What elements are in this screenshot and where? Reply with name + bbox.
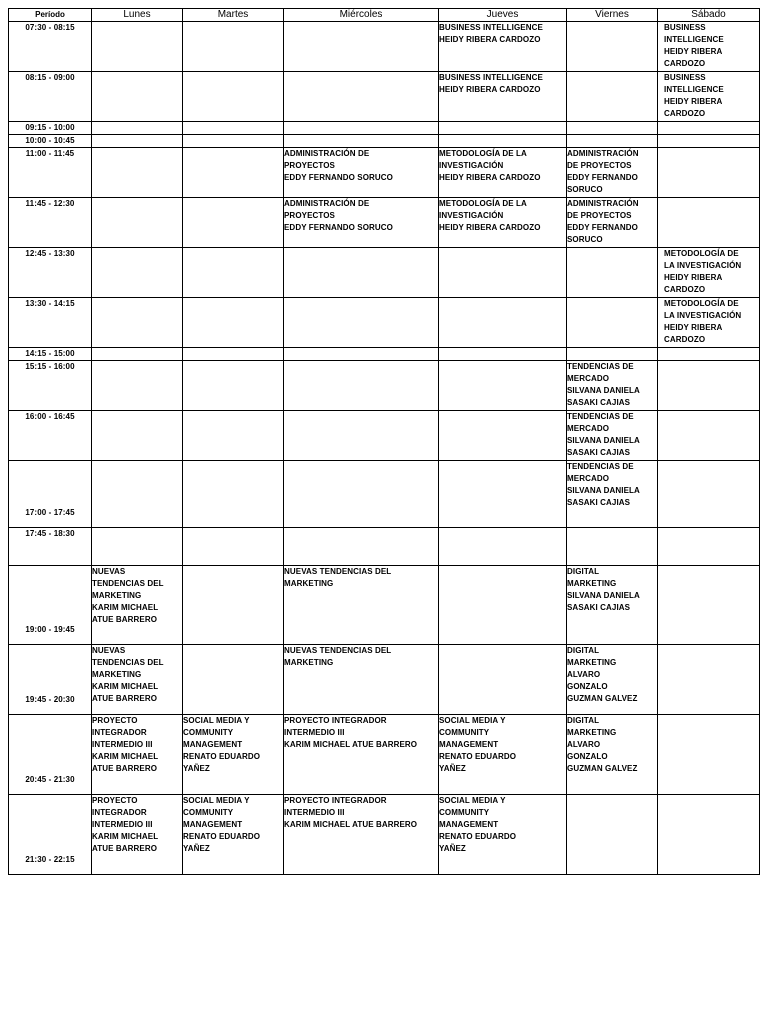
schedule-body [9, 22, 760, 875]
header-jueves: Jueves [439, 9, 567, 22]
period-cell: 07:30 - 08:15 [9, 22, 92, 72]
class-cell-sabado [658, 715, 760, 795]
period-cell: 16:00 - 16:45 [9, 411, 92, 461]
table-row [9, 198, 760, 248]
period-cell: 20:45 - 21:30 [9, 715, 92, 795]
class-cell-jueves: METODOLOGÍA DE LA INVESTIGACIÓN HEIDY RIBERA CARDOZO [439, 148, 567, 198]
class-cell-martes [183, 645, 284, 715]
class-cell-sabado [658, 135, 760, 148]
class-cell-sabado [658, 122, 760, 135]
period-cell: 10:00 - 10:45 [9, 135, 92, 148]
period-cell: 14:15 - 15:00 [9, 348, 92, 361]
class-cell-sabado [658, 148, 760, 198]
table-row [9, 348, 760, 361]
period-cell: 17:45 - 18:30 [9, 528, 92, 566]
class-cell-lunes [92, 135, 183, 148]
header-miercoles: Miércoles [284, 9, 439, 22]
period-cell: 19:00 - 19:45 [9, 566, 92, 645]
class-cell-sabado [658, 645, 760, 715]
class-cell-miercoles: NUEVAS TENDENCIAS DEL MARKETING [284, 566, 439, 645]
class-cell-jueves: METODOLOGÍA DE LA INVESTIGACIÓN HEIDY RIBERA CARDOZO [439, 198, 567, 248]
class-cell-lunes [92, 411, 183, 461]
class-cell-martes [183, 528, 284, 566]
class-cell-miercoles [284, 72, 439, 122]
class-cell-lunes [92, 361, 183, 411]
period-cell: 08:15 - 09:00 [9, 72, 92, 122]
class-cell-sabado [658, 461, 760, 528]
period-cell: 21:30 - 22:15 [9, 795, 92, 875]
table-row [9, 148, 760, 198]
period-cell: 12:45 - 13:30 [9, 248, 92, 298]
period-cell: 19:45 - 20:30 [9, 645, 92, 715]
class-cell-lunes: NUEVAS TENDENCIAS DEL MARKETING KARIM MICHAEL ATUE BARRERO [92, 645, 183, 715]
class-cell-jueves: SOCIAL MEDIA Y COMMUNITY MANAGEMENT RENATO EDUARDO YAÑEZ [439, 715, 567, 795]
class-cell-jueves: BUSINESS INTELLIGENCE HEIDY RIBERA CARDOZO [439, 72, 567, 122]
class-cell-martes [183, 361, 284, 411]
class-cell-sabado [658, 348, 760, 361]
class-cell-miercoles [284, 461, 439, 528]
class-cell-martes [183, 566, 284, 645]
class-cell-sabado [658, 411, 760, 461]
class-cell-sabado: BUSINESS INTELLIGENCE HEIDY RIBERA CARDOZO [658, 22, 760, 72]
class-cell-jueves: SOCIAL MEDIA Y COMMUNITY MANAGEMENT RENATO EDUARDO YAÑEZ [439, 795, 567, 875]
class-cell-jueves [439, 528, 567, 566]
class-cell-martes [183, 198, 284, 248]
header-viernes: Viernes [567, 9, 658, 22]
class-cell-martes [183, 135, 284, 148]
class-cell-viernes: DIGITAL MARKETING SILVANA DANIELA SASAKI CAJIAS [567, 566, 658, 645]
class-cell-jueves [439, 135, 567, 148]
class-cell-viernes [567, 348, 658, 361]
table-row [9, 72, 760, 122]
class-cell-sabado [658, 361, 760, 411]
class-cell-viernes [567, 248, 658, 298]
class-cell-miercoles: ADMINISTRACIÓN DE PROYECTOS EDDY FERNANDO SORUCO [284, 198, 439, 248]
header-periodo: Período [9, 9, 92, 22]
table-row [9, 715, 760, 795]
table-row [9, 298, 760, 348]
class-cell-jueves [439, 411, 567, 461]
table-row [9, 248, 760, 298]
class-cell-sabado: METODOLOGÍA DE LA INVESTIGACIÓN HEIDY RIBERA CARDOZO [658, 248, 760, 298]
period-cell: 11:00 - 11:45 [9, 148, 92, 198]
table-row [9, 135, 760, 148]
table-row [9, 411, 760, 461]
class-cell-sabado: METODOLOGÍA DE LA INVESTIGACIÓN HEIDY RIBERA CARDOZO [658, 298, 760, 348]
period-cell: 15:15 - 16:00 [9, 361, 92, 411]
class-cell-lunes [92, 248, 183, 298]
table-row [9, 795, 760, 875]
table-row [9, 566, 760, 645]
class-cell-martes [183, 298, 284, 348]
class-cell-viernes: ADMINISTRACIÓN DE PROYECTOS EDDY FERNANDO SORUCO [567, 148, 658, 198]
header-row [9, 9, 760, 22]
class-cell-sabado: BUSINESS INTELLIGENCE HEIDY RIBERA CARDOZO [658, 72, 760, 122]
class-cell-viernes [567, 22, 658, 72]
class-cell-miercoles: PROYECTO INTEGRADOR INTERMEDIO III KARIM MICHAEL ATUE BARRERO [284, 715, 439, 795]
class-cell-jueves [439, 361, 567, 411]
class-cell-lunes [92, 528, 183, 566]
class-cell-martes [183, 248, 284, 298]
class-cell-sabado [658, 198, 760, 248]
class-cell-viernes: DIGITAL MARKETING ALVARO GONZALO GUZMAN GALVEZ [567, 715, 658, 795]
class-cell-viernes: TENDENCIAS DE MERCADO SILVANA DANIELA SASAKI CAJIAS [567, 461, 658, 528]
class-cell-jueves [439, 298, 567, 348]
table-row [9, 528, 760, 566]
period-cell: 17:00 - 17:45 [9, 461, 92, 528]
class-cell-jueves [439, 566, 567, 645]
class-cell-jueves [439, 248, 567, 298]
period-cell: 11:45 - 12:30 [9, 198, 92, 248]
class-cell-martes [183, 122, 284, 135]
schedule-table [8, 8, 760, 875]
table-row [9, 22, 760, 72]
class-cell-miercoles [284, 298, 439, 348]
class-cell-miercoles [284, 348, 439, 361]
period-cell: 09:15 - 10:00 [9, 122, 92, 135]
class-cell-miercoles: NUEVAS TENDENCIAS DEL MARKETING [284, 645, 439, 715]
class-cell-lunes [92, 72, 183, 122]
class-cell-miercoles [284, 248, 439, 298]
class-cell-lunes [92, 348, 183, 361]
class-cell-miercoles [284, 122, 439, 135]
period-cell: 13:30 - 14:15 [9, 298, 92, 348]
class-cell-miercoles [284, 361, 439, 411]
header-lunes: Lunes [92, 9, 183, 22]
class-cell-viernes: TENDENCIAS DE MERCADO SILVANA DANIELA SASAKI CAJIAS [567, 411, 658, 461]
class-cell-viernes [567, 122, 658, 135]
class-cell-viernes: ADMINISTRACIÓN DE PROYECTOS EDDY FERNANDO SORUCO [567, 198, 658, 248]
class-cell-jueves [439, 122, 567, 135]
class-cell-miercoles [284, 22, 439, 72]
class-cell-miercoles [284, 528, 439, 566]
class-cell-lunes: NUEVAS TENDENCIAS DEL MARKETING KARIM MICHAEL ATUE BARRERO [92, 566, 183, 645]
class-cell-martes [183, 22, 284, 72]
table-row [9, 361, 760, 411]
schedule-header [9, 9, 760, 22]
class-cell-sabado [658, 795, 760, 875]
class-cell-martes [183, 461, 284, 528]
class-cell-jueves: BUSINESS INTELLIGENCE HEIDY RIBERA CARDOZO [439, 22, 567, 72]
class-cell-miercoles [284, 135, 439, 148]
class-cell-viernes [567, 795, 658, 875]
class-cell-martes: SOCIAL MEDIA Y COMMUNITY MANAGEMENT RENATO EDUARDO YAÑEZ [183, 715, 284, 795]
class-cell-lunes: PROYECTO INTEGRADOR INTERMEDIO III KARIM MICHAEL ATUE BARRERO [92, 715, 183, 795]
class-cell-lunes [92, 461, 183, 528]
class-cell-miercoles: ADMINISTRACIÓN DE PROYECTOS EDDY FERNANDO SORUCO [284, 148, 439, 198]
class-cell-martes [183, 148, 284, 198]
class-cell-viernes [567, 298, 658, 348]
class-cell-lunes: PROYECTO INTEGRADOR INTERMEDIO III KARIM MICHAEL ATUE BARRERO [92, 795, 183, 875]
table-row [9, 122, 760, 135]
class-cell-viernes: TENDENCIAS DE MERCADO SILVANA DANIELA SASAKI CAJIAS [567, 361, 658, 411]
header-martes: Martes [183, 9, 284, 22]
class-cell-martes [183, 72, 284, 122]
class-cell-jueves [439, 461, 567, 528]
class-cell-lunes [92, 22, 183, 72]
class-cell-lunes [92, 122, 183, 135]
class-cell-viernes [567, 135, 658, 148]
class-cell-martes: SOCIAL MEDIA Y COMMUNITY MANAGEMENT RENATO EDUARDO YAÑEZ [183, 795, 284, 875]
class-cell-jueves [439, 645, 567, 715]
header-sabado: Sábado [658, 9, 760, 22]
class-cell-jueves [439, 348, 567, 361]
class-cell-martes [183, 411, 284, 461]
table-row [9, 461, 760, 528]
class-cell-viernes [567, 72, 658, 122]
class-cell-sabado [658, 566, 760, 645]
class-cell-lunes [92, 148, 183, 198]
class-cell-martes [183, 348, 284, 361]
class-cell-viernes [567, 528, 658, 566]
class-cell-lunes [92, 298, 183, 348]
class-cell-viernes: DIGITAL MARKETING ALVARO GONZALO GUZMAN GALVEZ [567, 645, 658, 715]
class-cell-lunes [92, 198, 183, 248]
class-cell-sabado [658, 528, 760, 566]
class-cell-miercoles [284, 411, 439, 461]
class-cell-miercoles: PROYECTO INTEGRADOR INTERMEDIO III KARIM MICHAEL ATUE BARRERO [284, 795, 439, 875]
table-row [9, 645, 760, 715]
